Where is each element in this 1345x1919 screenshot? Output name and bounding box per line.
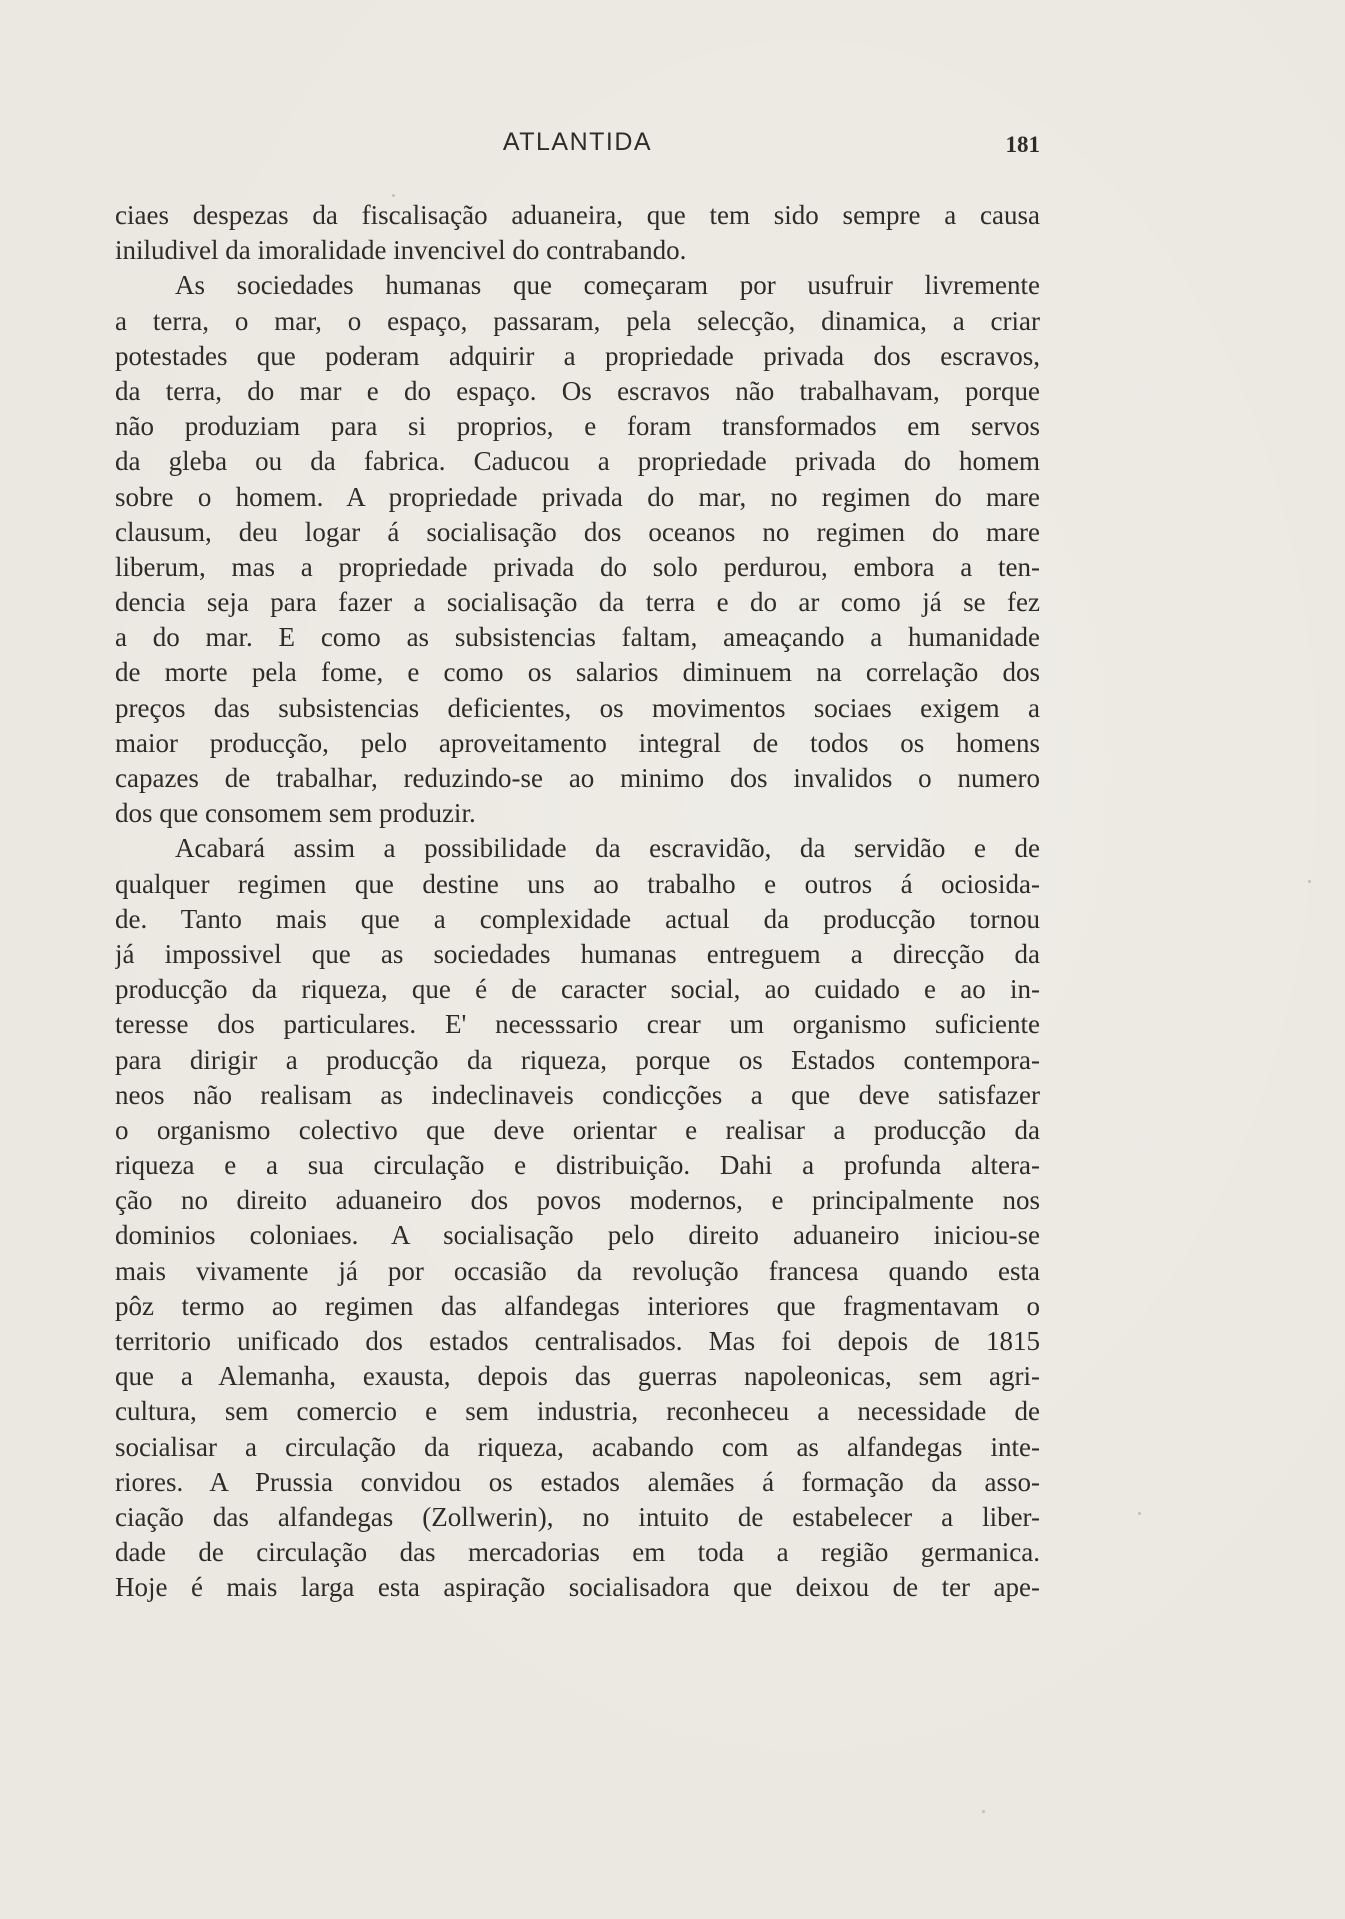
text-line: maior producção, pelo aproveitamento integral de todos os homens: [115, 727, 1040, 758]
text-line: qualquer regimen que destine uns ao trabalho e outros á ociosida-: [115, 868, 1040, 899]
text-line: da terra, do mar e do espaço. Os escravos não trabalhavam, porque: [115, 375, 1040, 406]
running-title: ATLANTIDA: [502, 128, 653, 156]
text-line: ciação das alfandegas (Zollwerin), no intuito de estabelecer a liber-: [115, 1501, 1040, 1532]
paper-speck: [392, 194, 395, 197]
paper-speck: [1138, 1512, 1141, 1515]
text-line: dos que consomem sem produzir.: [115, 798, 476, 829]
text-line: mais vivamente já por occasião da revolução francesa quando esta: [115, 1255, 1040, 1286]
text-line: clausum, deu logar á socialisação dos oceanos no regimen do mare: [115, 516, 1040, 547]
body-text: [115, 198, 1040, 1606]
text-line: dominios coloniaes. A socialisação pelo direito aduaneiro iniciou-se: [115, 1220, 1040, 1251]
text-line: o organismo colectivo que deve orientar e realisar a producção da: [115, 1114, 1040, 1145]
paper-speck: [1308, 880, 1311, 883]
text-line: de. Tanto mais que a complexidade actual da producção tornou: [115, 903, 1040, 934]
text-line: para dirigir a producção da riqueza, porque os Estados contempora-: [115, 1044, 1040, 1075]
text-line: já impossivel que as sociedades humanas entreguem a direcção da: [115, 938, 1040, 969]
text-line: que a Alemanha, exausta, depois das guerras napoleonicas, sem agri-: [115, 1361, 1040, 1392]
page-number: 181: [1005, 132, 1040, 157]
paper-speck: [982, 1810, 985, 1813]
text-line: ciaes despezas da fiscalisação aduaneira, que tem sido sempre a causa: [115, 200, 1040, 230]
text-line: a do mar. E como as subsistencias faltam, ameaçando a humanidade: [115, 622, 1040, 653]
text-line: riqueza e a sua circulação e distribuição. Dahi a profunda altera-: [115, 1150, 1040, 1181]
text-line: ção no direito aduaneiro dos povos modernos, e principalmente nos: [115, 1185, 1040, 1216]
text-line: teresse dos particulares. E' necesssario crear um organismo suficiente: [115, 1009, 1040, 1040]
text-line: potestades que poderam adquirir a propriedade privada dos escravos,: [115, 340, 1040, 371]
text-line: sobre o homem. A propriedade privada do mar, no regimen do mare: [115, 481, 1040, 512]
text-line: dencia seja para fazer a socialisação da terra e do ar como já se fez: [115, 587, 1040, 618]
text-line: da gleba ou da fabrica. Caducou a propriedade privada do homem: [115, 446, 1040, 477]
text-line: territorio unificado dos estados centralisados. Mas foi depois de 1815: [115, 1326, 1040, 1356]
text-line: Acabará assim a possibilidade da escravidão, da servidão e de: [175, 833, 1040, 864]
text-line: As sociedades humanas que começaram por usufruir livremente: [175, 270, 1040, 301]
page-header: [115, 128, 1040, 168]
text-line: riores. A Prussia convidou os estados alemães á formação da asso-: [115, 1466, 1040, 1497]
text-line: não produziam para si proprios, e foram transformados em servos: [115, 411, 1040, 442]
text-line: iniludivel da imoralidade invencivel do contrabando.: [115, 235, 687, 266]
text-line: capazes de trabalhar, reduzindo-se ao minimo dos invalidos o numero: [115, 763, 1040, 793]
text-line: liberum, mas a propriedade privada do solo perdurou, embora a ten-: [115, 551, 1040, 582]
text-line: preços das subsistencias deficientes, os movimentos sociaes exigem a: [115, 692, 1040, 723]
text-line: neos não realisam as indeclinaveis condicções a que deve satisfazer: [115, 1079, 1040, 1110]
text-line: a terra, o mar, o espaço, passaram, pela selecção, dinamica, a criar: [115, 305, 1040, 336]
text-line: cultura, sem comercio e sem industria, reconheceu a necessidade de: [115, 1396, 1040, 1427]
text-line: socialisar a circulação da riqueza, acabando com as alfandegas inte-: [115, 1431, 1040, 1462]
text-line: Hoje é mais larga esta aspiração socialisadora que deixou de ter ape-: [115, 1572, 1040, 1603]
text-line: dade de circulação das mercadorias em toda a região germanica.: [115, 1537, 1040, 1568]
text-line: de morte pela fome, e como os salarios diminuem na correlação dos: [115, 657, 1040, 688]
text-line: producção da riqueza, que é de caracter social, ao cuidado e ao in-: [115, 974, 1040, 1005]
text-line: pôz termo ao regimen das alfandegas interiores que fragmentavam o: [115, 1290, 1040, 1321]
